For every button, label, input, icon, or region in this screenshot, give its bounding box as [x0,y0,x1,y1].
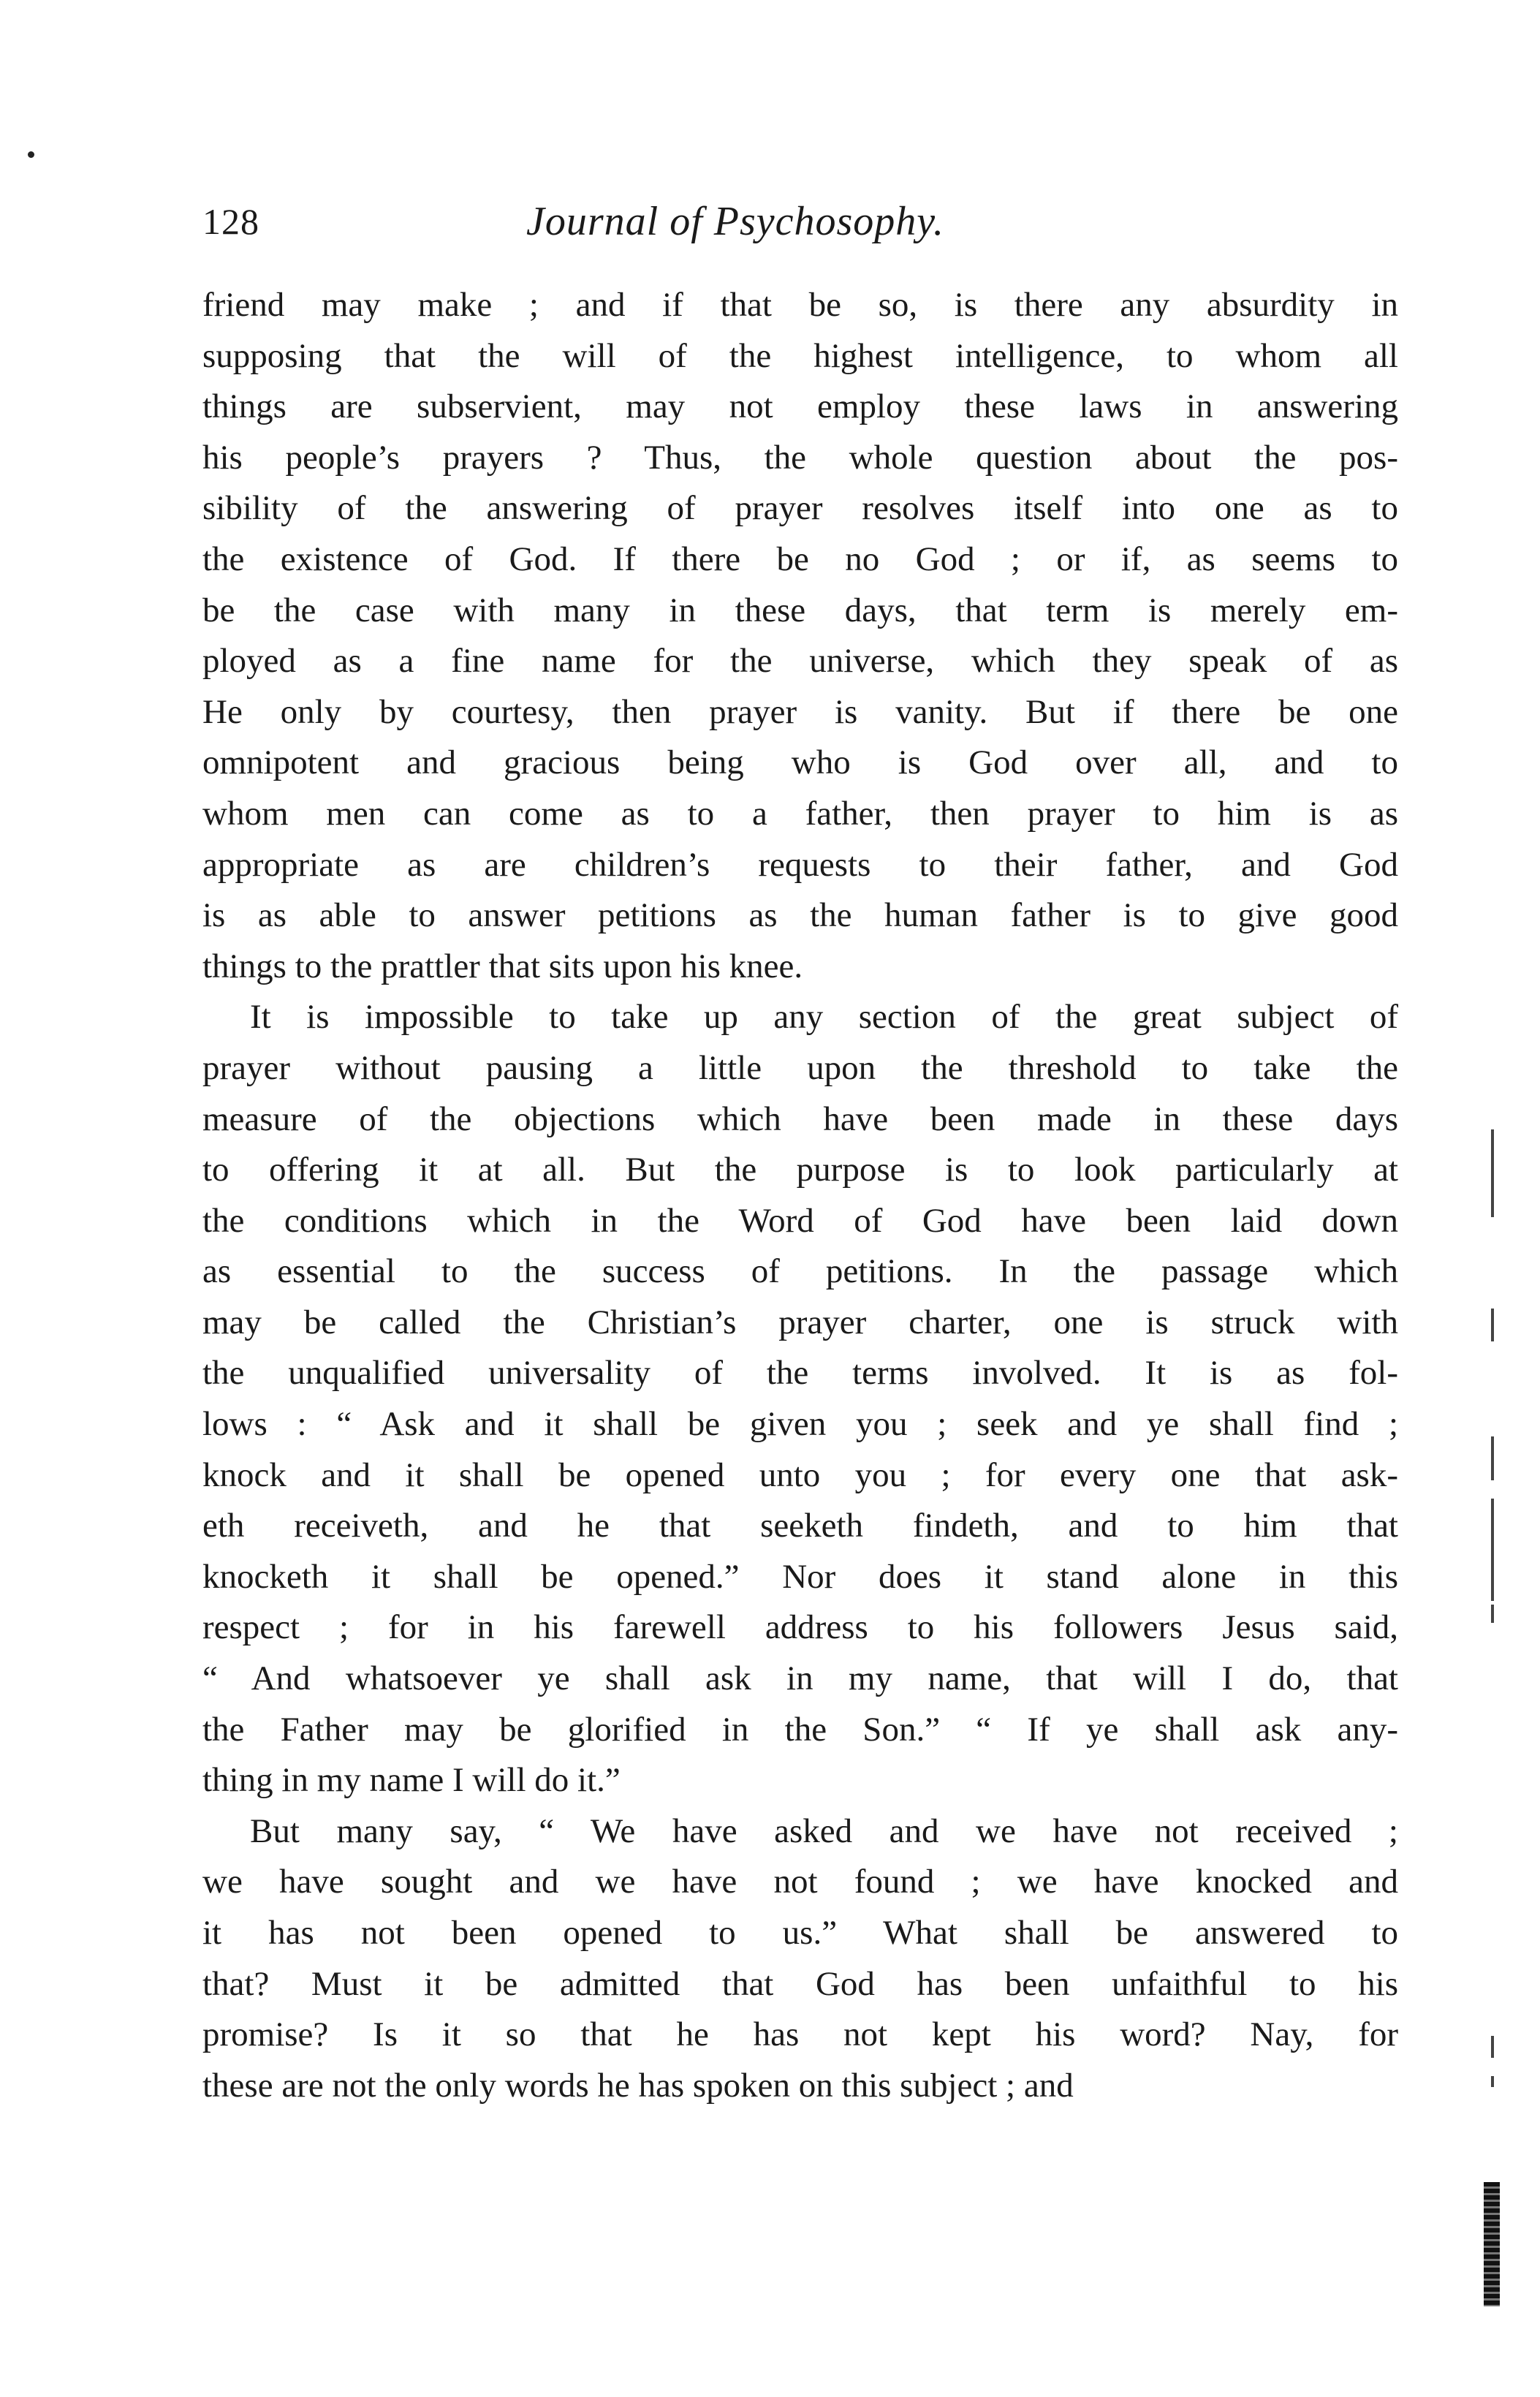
text-line: supposing that the will of the highest intelligence, to whom all [202,336,1398,375]
scan-edge-bar [1484,2182,1500,2306]
text-line: lows : “ Ask and it shall be given you ; seek and ye shall find ; [202,1405,1398,1444]
text-line: these are not the only words he has spoken on this subject ; and [202,2066,1074,2105]
text-line: prayer without pausing a little upon the threshold to take the [202,1048,1398,1087]
text-line: friend may make ; and if that be so, is there any absurdity in [202,286,1398,324]
body-text [202,280,1398,2111]
text-line: it has not been opened to us.” What shall be answered to [202,1914,1398,1952]
text-line: things to the prattler that sits upon his knee. [202,947,803,985]
text-line: is as able to answer petitions as the human father is to give good [202,896,1398,935]
text-line: knock and it shall be opened unto you ; for every one that ask- [202,1455,1398,1494]
text-line: knocketh it shall be opened.” Nor does it stand alone in this [202,1557,1398,1596]
stray-ink-dot [28,151,34,158]
text-line: his people’s prayers ? Thus, the whole question about the pos- [202,438,1398,477]
text-line: be the case with many in these days, that term is merely em- [202,591,1398,629]
text-line: the conditions which in the Word of God have been laid down [202,1201,1398,1240]
text-line: thing in my name I will do it.” [202,1761,621,1800]
text-line: respect ; for in his farewell address to his followers Jesus said, [202,1608,1398,1647]
text-line: eth receiveth, and he that seeketh findeth, and to him that [202,1507,1398,1545]
text-line: appropriate as are children’s requests to their father, and God [202,845,1398,884]
text-line: sibility of the answering of prayer resolves itself into one as to [202,489,1398,528]
text-line: “ And whatsoever ye shall ask in my name, that will I do, that [202,1659,1398,1698]
text-line: the existence of God. If there be no God ; or if, as seems to [202,539,1398,578]
text-line: measure of the objections which have been made in these days [202,1099,1398,1138]
page-number: 128 [202,201,259,242]
text-line: whom men can come as to a father, then prayer to him is as [202,794,1398,833]
scan-margin-mark [1491,1436,1494,1480]
text-line: things are subservient, may not employ these laws in answering [202,387,1398,426]
scan-margin-mark [1491,1129,1494,1217]
text-line: to offering it at all. But the purpose is to look particularly at [202,1151,1398,1189]
text-line: we have sought and we have not found ; we have knocked and [202,1863,1398,1901]
scan-margin-mark [1491,1605,1494,1623]
paragraph [202,1806,1398,2112]
text-line: ployed as a fine name for the universe, which they speak of as [202,642,1398,681]
scan-margin-mark [1491,1309,1494,1341]
text-line: He only by courtesy, then prayer is vanity. But if there be one [202,692,1398,731]
text-line: promise? Is it so that he has not kept his word? Nay, for [202,2015,1398,2054]
paragraph [202,280,1398,992]
text-line: But many say, “ We have asked and we have not received ; [250,1811,1398,1850]
scan-margin-mark [1491,1499,1494,1601]
text-line: as essential to the success of petitions. In the passage which [202,1252,1398,1291]
running-title: Journal of Psychosophy. [526,199,945,244]
scan-margin-mark [1491,2036,1494,2058]
page-header [202,196,1401,247]
text-line: the unqualified universality of the terms involved. It is as fol- [202,1354,1398,1393]
text-line: the Father may be glorified in the Son.” “ If ye shall ask any- [202,1710,1398,1749]
text-line: omnipotent and gracious being who is God over all, and to [202,743,1398,782]
paragraph [202,992,1398,1806]
scan-margin-mark [1491,2076,1494,2087]
text-line: that? Must it be admitted that God has been unfaithful to his [202,1964,1398,2003]
text-line: may be called the Christian’s prayer charter, one is struck with [202,1303,1398,1341]
text-line: It is impossible to take up any section of the great subject of [250,998,1398,1037]
